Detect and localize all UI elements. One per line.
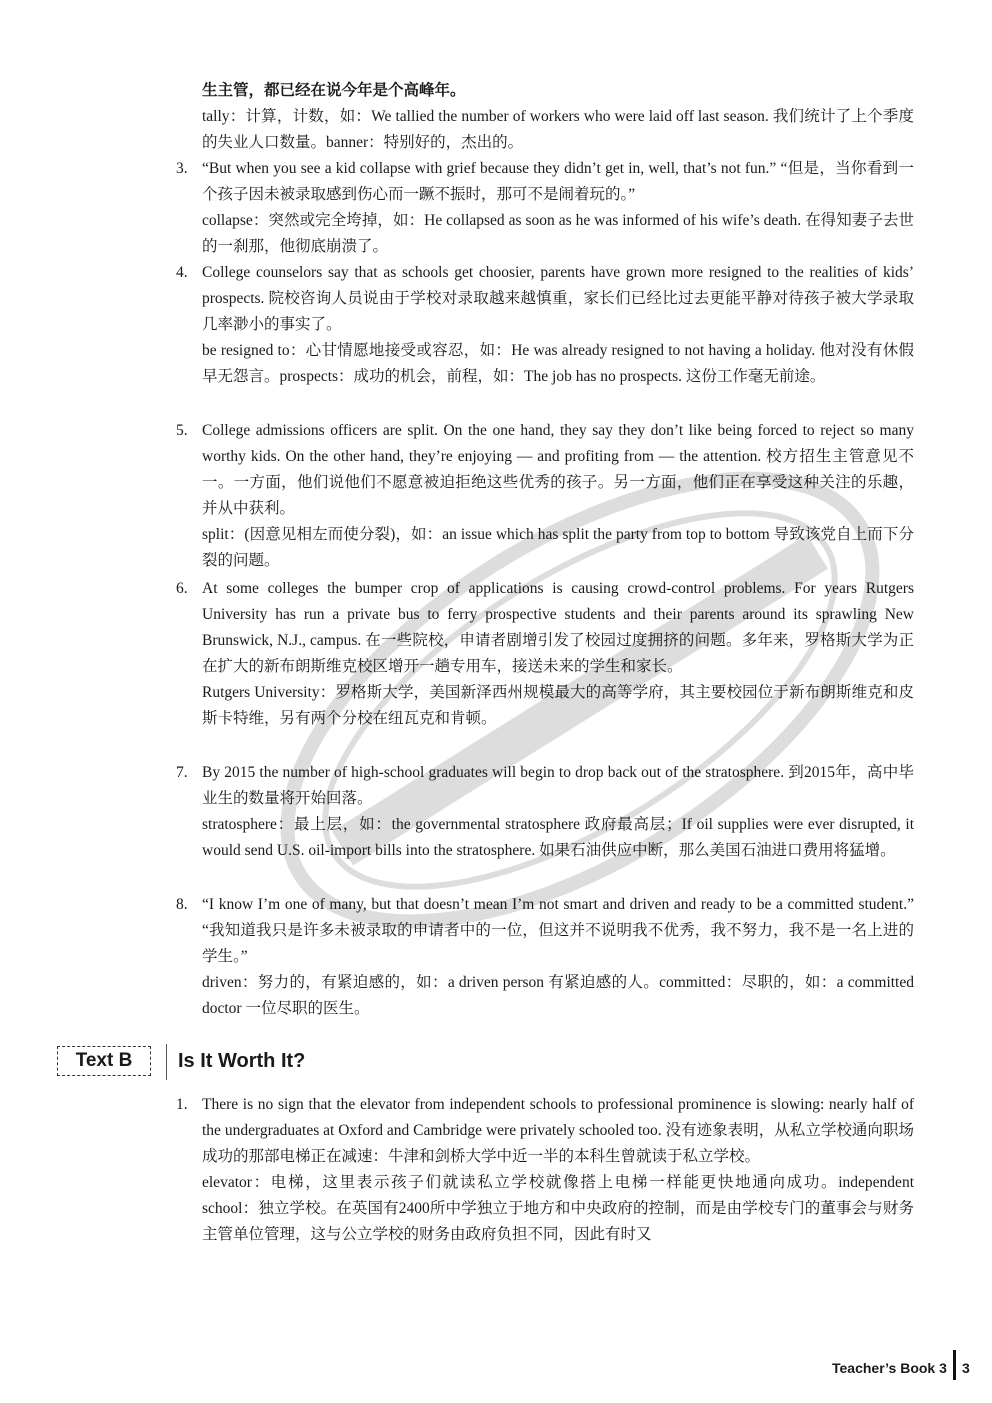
textb-item-1 (176, 1092, 914, 1248)
item-text: By 2015 the number of high-school graduates will begin to drop back out of the stratosphere. 到2015年，高中毕业生的数量将开始回落。 (202, 764, 914, 807)
intro-line: 生主管，都已经在说今年是个高峰年。 (202, 82, 466, 99)
item-note: elevator：电梯，这里表示孩子们就读私立学校就像搭上电梯一样能更快地通向成功。independent school：独立学校。在英国有2400所中学独立于地方和中央政府的控制，而是由学校专门的董事会与财务主管单位管理，这与公立学校的财务由政府负担不同，因此有时又 (202, 1174, 914, 1243)
list-item-6 (176, 576, 914, 732)
list-item-5 (176, 418, 914, 574)
section-tag: Text B (57, 1046, 151, 1076)
item-text: College admissions officers are split. On the one hand, they say they don’t like being forced to reject so many worthy kids. On the other hand, they’re enjoying — and profiting from — the attention. 校方招生主管意见不一。一方面，他们说他们不愿意被迫拒绝这些优秀的孩子。另一方面，他们正在享受这种关注的乐趣，并从中获利。 (202, 422, 914, 517)
section-title: Is It Worth It? (178, 1050, 306, 1072)
list-item-8 (176, 892, 914, 1022)
list-item-4 (176, 260, 914, 390)
item-note: stratosphere：最上层，如：the governmental stratosphere 政府最高层；If oil supplies were ever disrupted, it would send U.S. oil-import bills into the stratosphere. 如果石油供应中断，那么美国石油进口费用将猛增。 (202, 816, 914, 859)
item-number: 5. (176, 422, 188, 439)
item-text: College counselors say that as schools get choosier, parents have grown more resigned to the realities of kids’ prospects. 院校咨询人员说由于学校对录取越来越慎重，家长们已经比过去更能平静对待孩子被大学录取几率渺小的事实了。 (202, 264, 914, 333)
list-item-7 (176, 760, 914, 864)
page-number: 3 (962, 1360, 970, 1376)
item-number: 6. (176, 580, 188, 597)
item-number: 8. (176, 896, 188, 913)
item-text: “But when you see a kid collapse with grief because they didn’t get in, well, that’s not fun.” “但是，当你看到一个孩子因未被录取感到伤心而一蹶不振时，那可不是闹着玩的。” (202, 160, 914, 203)
item-number: 1. (176, 1096, 188, 1113)
item-number: 7. (176, 764, 188, 781)
item-note: collapse：突然或完全垮掉，如：He collapsed as soon as he was informed of his wife’s death. 在得知妻子去世的一刹那，他彻底崩溃了。 (202, 212, 914, 255)
item-text: “I know I’m one of many, but that doesn’t mean I’m not smart and driven and ready to be a committed student.” “我知道我只是许多未被录取的申请者中的一位，但这并不说明我不优秀，我不努力，我不是一名上进的学生。” (202, 896, 914, 965)
item-note: Rutgers University：罗格斯大学，美国新泽西州规模最大的高等学府，其主要校园位于新布朗斯维克和皮斯卡特维，另有两个分校在纽瓦克和肯顿。 (202, 684, 914, 727)
list-item-3 (176, 156, 914, 260)
section-divider (166, 1044, 167, 1080)
item-text: At some colleges the bumper crop of applications is causing crowd-control problems. For years Rutgers University has run a private bus to ferry prospective students and their parents around its sprawling New Brunswick, N.J., campus. 在一些院校，申请者剧增引发了校园过度拥挤的问题。多年来，罗格斯大学为正在扩大的新布朗斯维克校区增开一趟专用车，接送未来的学生和家长。 (202, 580, 914, 675)
footer-book-title: Teacher’s Book 3 (832, 1360, 947, 1376)
item-number: 4. (176, 264, 188, 281)
item-text: There is no sign that the elevator from independent schools to professional prominence is slowing: nearly half of the undergraduates at Oxford and Cambridge were privately schooled too. 没有迹象表明，从私立学校通向职场成功的那部电梯正在减速：牛津和剑桥大学中近一半的本科生曾就读于私立学校。 (202, 1096, 914, 1165)
item-note: driven：努力的，有紧迫感的，如：a driven person 有紧迫感的人。committed：尽职的，如：a committed doctor 一位尽职的医生。 (202, 974, 914, 1017)
intro-continuation (202, 78, 914, 156)
footer-divider (953, 1350, 956, 1380)
item-number: 3. (176, 160, 188, 177)
item-note: be resigned to：心甘情愿地接受或容忍，如：He was already resigned to not having a holiday. 他对没有休假早无怨言。prospects：成功的机会，前程，如：The job has no prospects. 这份工作毫无前途。 (202, 342, 914, 385)
intro-note: tally：计算，计数，如：We tallied the number of workers who were laid off last season. 我们统计了上个季度的失业人口数量。banner：特别好的，杰出的。 (202, 108, 914, 151)
item-note: split：(因意见相左而使分裂)，如：an issue which has split the party from top to bottom 导致该党自上而下分裂的问题。 (202, 526, 914, 569)
